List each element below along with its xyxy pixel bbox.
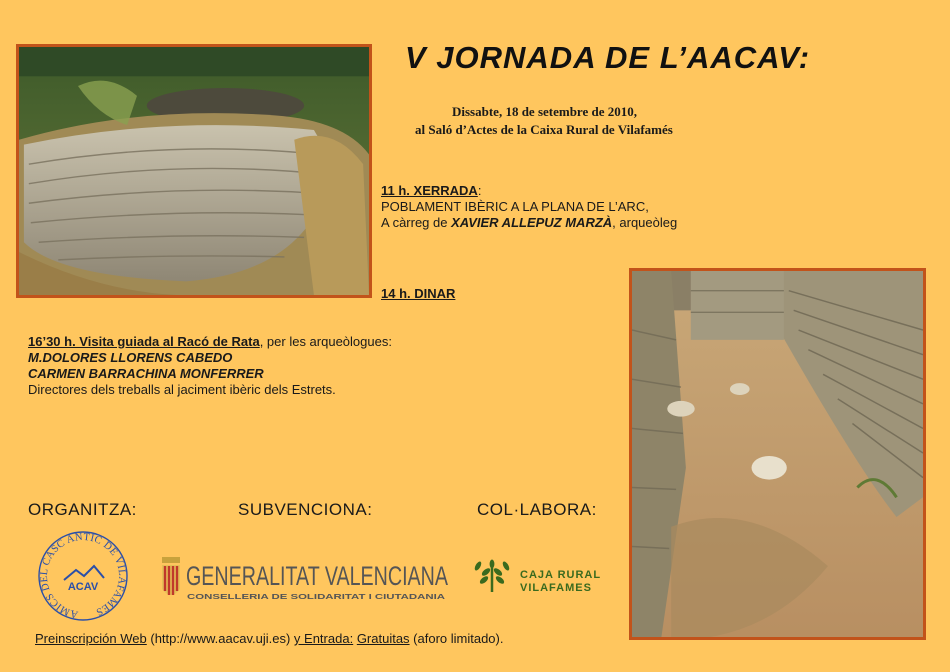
talk-time-label: 11 h. XERRADA — [381, 183, 478, 198]
footer-url: (http://www.aacav.uji.es) — [146, 631, 294, 646]
caja-rural-logo — [472, 558, 612, 598]
photo-circular-stone-ruin — [16, 44, 372, 298]
subvenciona-label: SUBVENCIONA: — [238, 500, 373, 519]
visit-block — [28, 334, 392, 398]
visit-guide-2: CARMEN BARRACHINA MONFERRER — [28, 366, 264, 381]
event-date: Dissabte, 18 de setembre de 2010, — [452, 104, 637, 119]
caja-line-1: CAJA RURAL — [520, 569, 602, 581]
generalitat-shield-icon — [162, 557, 180, 595]
visit-label: 16’30 h. Visita guiada al Racó de Rata — [28, 334, 260, 349]
talk-block — [381, 183, 677, 231]
generalitat-logo — [160, 555, 455, 605]
visit-description: Directores dels treballs al jaciment ibèric dels Estrets. — [28, 382, 336, 397]
entrada-label: y Entrada: — [293, 631, 354, 646]
footer — [35, 631, 503, 646]
talk-speaker: XAVIER ALLEPUZ MARZÀ — [451, 215, 613, 230]
aacav-logo-text: ACAV — [67, 581, 99, 593]
talk-speaker-prefix: A càrreg de — [381, 215, 452, 230]
visit-guide-1: M.DOLORES LLORENS CABEDO — [28, 350, 233, 365]
photo-excavation-site — [629, 268, 926, 640]
caja-line-2: VILAFAMES — [520, 582, 592, 594]
generalitat-name: GENERALITAT VALENCIANA — [186, 561, 448, 591]
preinscripcion-link[interactable]: Preinscripción Web — [35, 631, 147, 646]
aacav-logo — [28, 524, 138, 624]
collabora-label: COL·LABORA: — [477, 500, 597, 519]
aacav-ring-text: AMICS DEL CASC ANTIC DE VILAFAMES — [38, 531, 128, 620]
wheat-icon — [473, 560, 510, 593]
event-venue: al Saló d’Actes de la Caixa Rural de Vilafamés — [415, 122, 673, 137]
aforo-text: (aforo limitado). — [409, 631, 504, 646]
gratuitas-label: Gratuitas — [356, 631, 410, 646]
lunch-label: 14 h. DINAR — [381, 286, 456, 301]
talk-speaker-line — [381, 215, 677, 231]
talk-topic: POBLAMENT IBÈRIC A LA PLANA DE L’ARC, — [381, 199, 649, 214]
visit-suffix: , per les arqueòlogues: — [259, 334, 392, 349]
page-title: V JORNADA DE L’AACAV: — [405, 40, 811, 75]
organitza-label: ORGANITZA: — [28, 500, 137, 519]
talk-speaker-suffix: , arqueòleg — [612, 215, 678, 230]
talk-heading — [381, 183, 677, 199]
visit-heading — [28, 334, 392, 350]
talk-time-suffix: : — [477, 183, 482, 198]
generalitat-dept: CONSELLERIA DE SOLIDARITAT I CIUTADANIA — [187, 592, 446, 601]
